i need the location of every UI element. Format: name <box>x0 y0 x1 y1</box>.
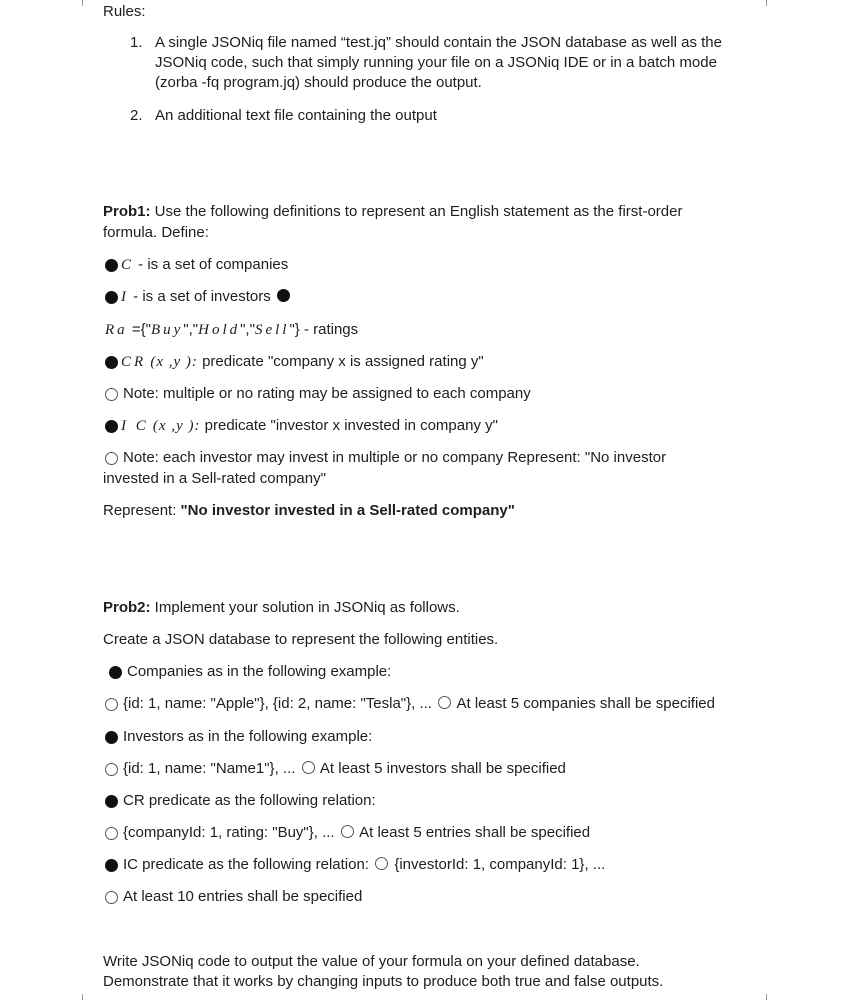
ic-args: (x ,y ): <box>152 418 201 434</box>
ic-symbol: I C <box>121 418 149 434</box>
bullet-hollow-icon <box>105 891 118 904</box>
investors-line <box>123 759 566 779</box>
bullet-filled-icon <box>105 259 118 272</box>
rule-2-line-1: An additional text file containing the output <box>155 107 437 124</box>
page-edge-top-left <box>82 0 83 6</box>
bullet-hollow-icon <box>105 388 118 401</box>
bullet-hollow-icon <box>375 857 388 870</box>
cr-relation-heading: CR predicate as the following relation: <box>123 792 376 809</box>
rule-2-number: 2. <box>130 107 143 124</box>
rule-1-line-1: A single JSONiq file named “test.jq” should contain the JSON database as well as the <box>155 34 722 51</box>
prob2-intro-text: Implement your solution in JSONiq as follows. <box>150 599 460 616</box>
bullet-hollow-icon <box>105 452 118 465</box>
prob1-label: Prob1: <box>103 203 151 220</box>
i-text: - is a set of investors <box>129 288 271 305</box>
bullet-hollow-icon <box>438 696 451 709</box>
def-ic <box>121 416 498 436</box>
final-instruction-line-2: Demonstrate that it works by changing inputs to produce both true and false outputs. <box>103 973 664 990</box>
prob1-intro-line-2: formula. Define: <box>103 224 209 241</box>
cr-symbol: CR <box>121 354 147 370</box>
investors-requirement: At least 5 investors shall be specified <box>319 760 566 777</box>
bullet-filled-icon <box>105 420 118 433</box>
bullet-filled-icon <box>109 666 122 679</box>
def-c <box>121 255 288 275</box>
prob2-create: Create a JSON database to represent the following entities. <box>103 631 499 648</box>
companies-example: {id: 1, name: "Apple"}, {id: 2, name: "Tesla"}, ... <box>123 695 432 712</box>
bullet-hollow-icon <box>105 827 118 840</box>
i-symbol: I <box>121 289 129 305</box>
ra-text: - ratings <box>299 321 359 338</box>
cr-relation-line <box>123 823 590 843</box>
ic-relation-heading: IC predicate as the following relation: <box>123 856 369 873</box>
represent-statement <box>103 501 515 521</box>
companies-heading: Companies as in the following example: <box>127 663 392 680</box>
ra-separator-2: "," <box>240 321 255 338</box>
bullet-filled-icon <box>105 859 118 872</box>
c-text: - is a set of companies <box>134 256 289 273</box>
ra-separator-1: "," <box>183 321 199 338</box>
bullet-filled-icon <box>105 356 118 369</box>
rule-1-line-3: (zorba -fq program.jq) should produce the output. <box>155 74 482 91</box>
def-i <box>121 287 290 307</box>
ic-note-line-2: invested in a Sell-rated company" <box>103 470 326 487</box>
represent-label: Represent: <box>103 502 181 519</box>
ra-equals: ={" <box>131 321 151 338</box>
investors-example: {id: 1, name: "Name1"}, ... <box>123 760 296 777</box>
rule-1-number: 1. <box>130 34 143 51</box>
cr-args: (x ,y ): <box>150 354 198 370</box>
companies-requirement: At least 5 companies shall be specified <box>456 695 715 712</box>
bullet-hollow-icon <box>302 761 315 774</box>
ra-buy: Buy <box>150 322 184 338</box>
rule-1-line-2: JSONiq code, such that simply running your file on a JSONiq IDE or in a batch mode <box>155 54 717 71</box>
prob2-intro <box>103 598 460 618</box>
bullet-filled-icon <box>277 289 290 302</box>
ra-sell: Sell <box>254 322 290 338</box>
bullet-hollow-icon <box>105 763 118 776</box>
page-edge-bottom-left <box>82 994 83 1000</box>
bullet-filled-icon <box>105 795 118 808</box>
cr-note: Note: multiple or no rating may be assigned to each company <box>123 385 531 402</box>
def-ra <box>105 320 358 340</box>
prob2-label: Prob2: <box>103 599 151 616</box>
final-instruction-line-1: Write JSONiq code to output the value of your formula on your defined database. <box>103 953 640 970</box>
def-cr <box>121 352 484 372</box>
ic-text: predicate "investor x invested in company y" <box>200 417 498 434</box>
cr-text: predicate "company x is assigned rating y" <box>197 353 484 370</box>
cr-requirement: At least 5 entries shall be specified <box>359 824 591 841</box>
ra-hold: Hold <box>198 322 241 338</box>
ic-note-line-1: Note: each investor may invest in multiple or no company Represent: "No investor <box>123 449 667 466</box>
prob1-intro-text: Use the following definitions to represent an English statement as the first-order <box>150 203 683 220</box>
ic-requirement: At least 10 entries shall be specified <box>123 888 363 905</box>
page-edge-top-right <box>766 0 767 6</box>
rules-heading: Rules: <box>103 3 146 20</box>
companies-line <box>123 694 715 714</box>
page-edge-bottom-right <box>766 994 767 1000</box>
bullet-hollow-icon <box>105 698 118 711</box>
bullet-filled-icon <box>105 291 118 304</box>
represent-value: "No investor invested in a Sell-rated company" <box>180 502 515 519</box>
investors-heading: Investors as in the following example: <box>123 728 373 745</box>
bullet-filled-icon <box>105 731 118 744</box>
bullet-hollow-icon <box>341 825 354 838</box>
ic-relation-line <box>123 855 605 875</box>
ra-end: "} <box>289 321 300 338</box>
ic-example: {investorId: 1, companyId: 1}, ... <box>394 856 606 873</box>
cr-example: {companyId: 1, rating: "Buy"}, ... <box>123 824 335 841</box>
prob1-intro <box>103 202 682 222</box>
c-symbol: C <box>121 257 135 273</box>
ra-symbol: Ra <box>105 322 128 338</box>
